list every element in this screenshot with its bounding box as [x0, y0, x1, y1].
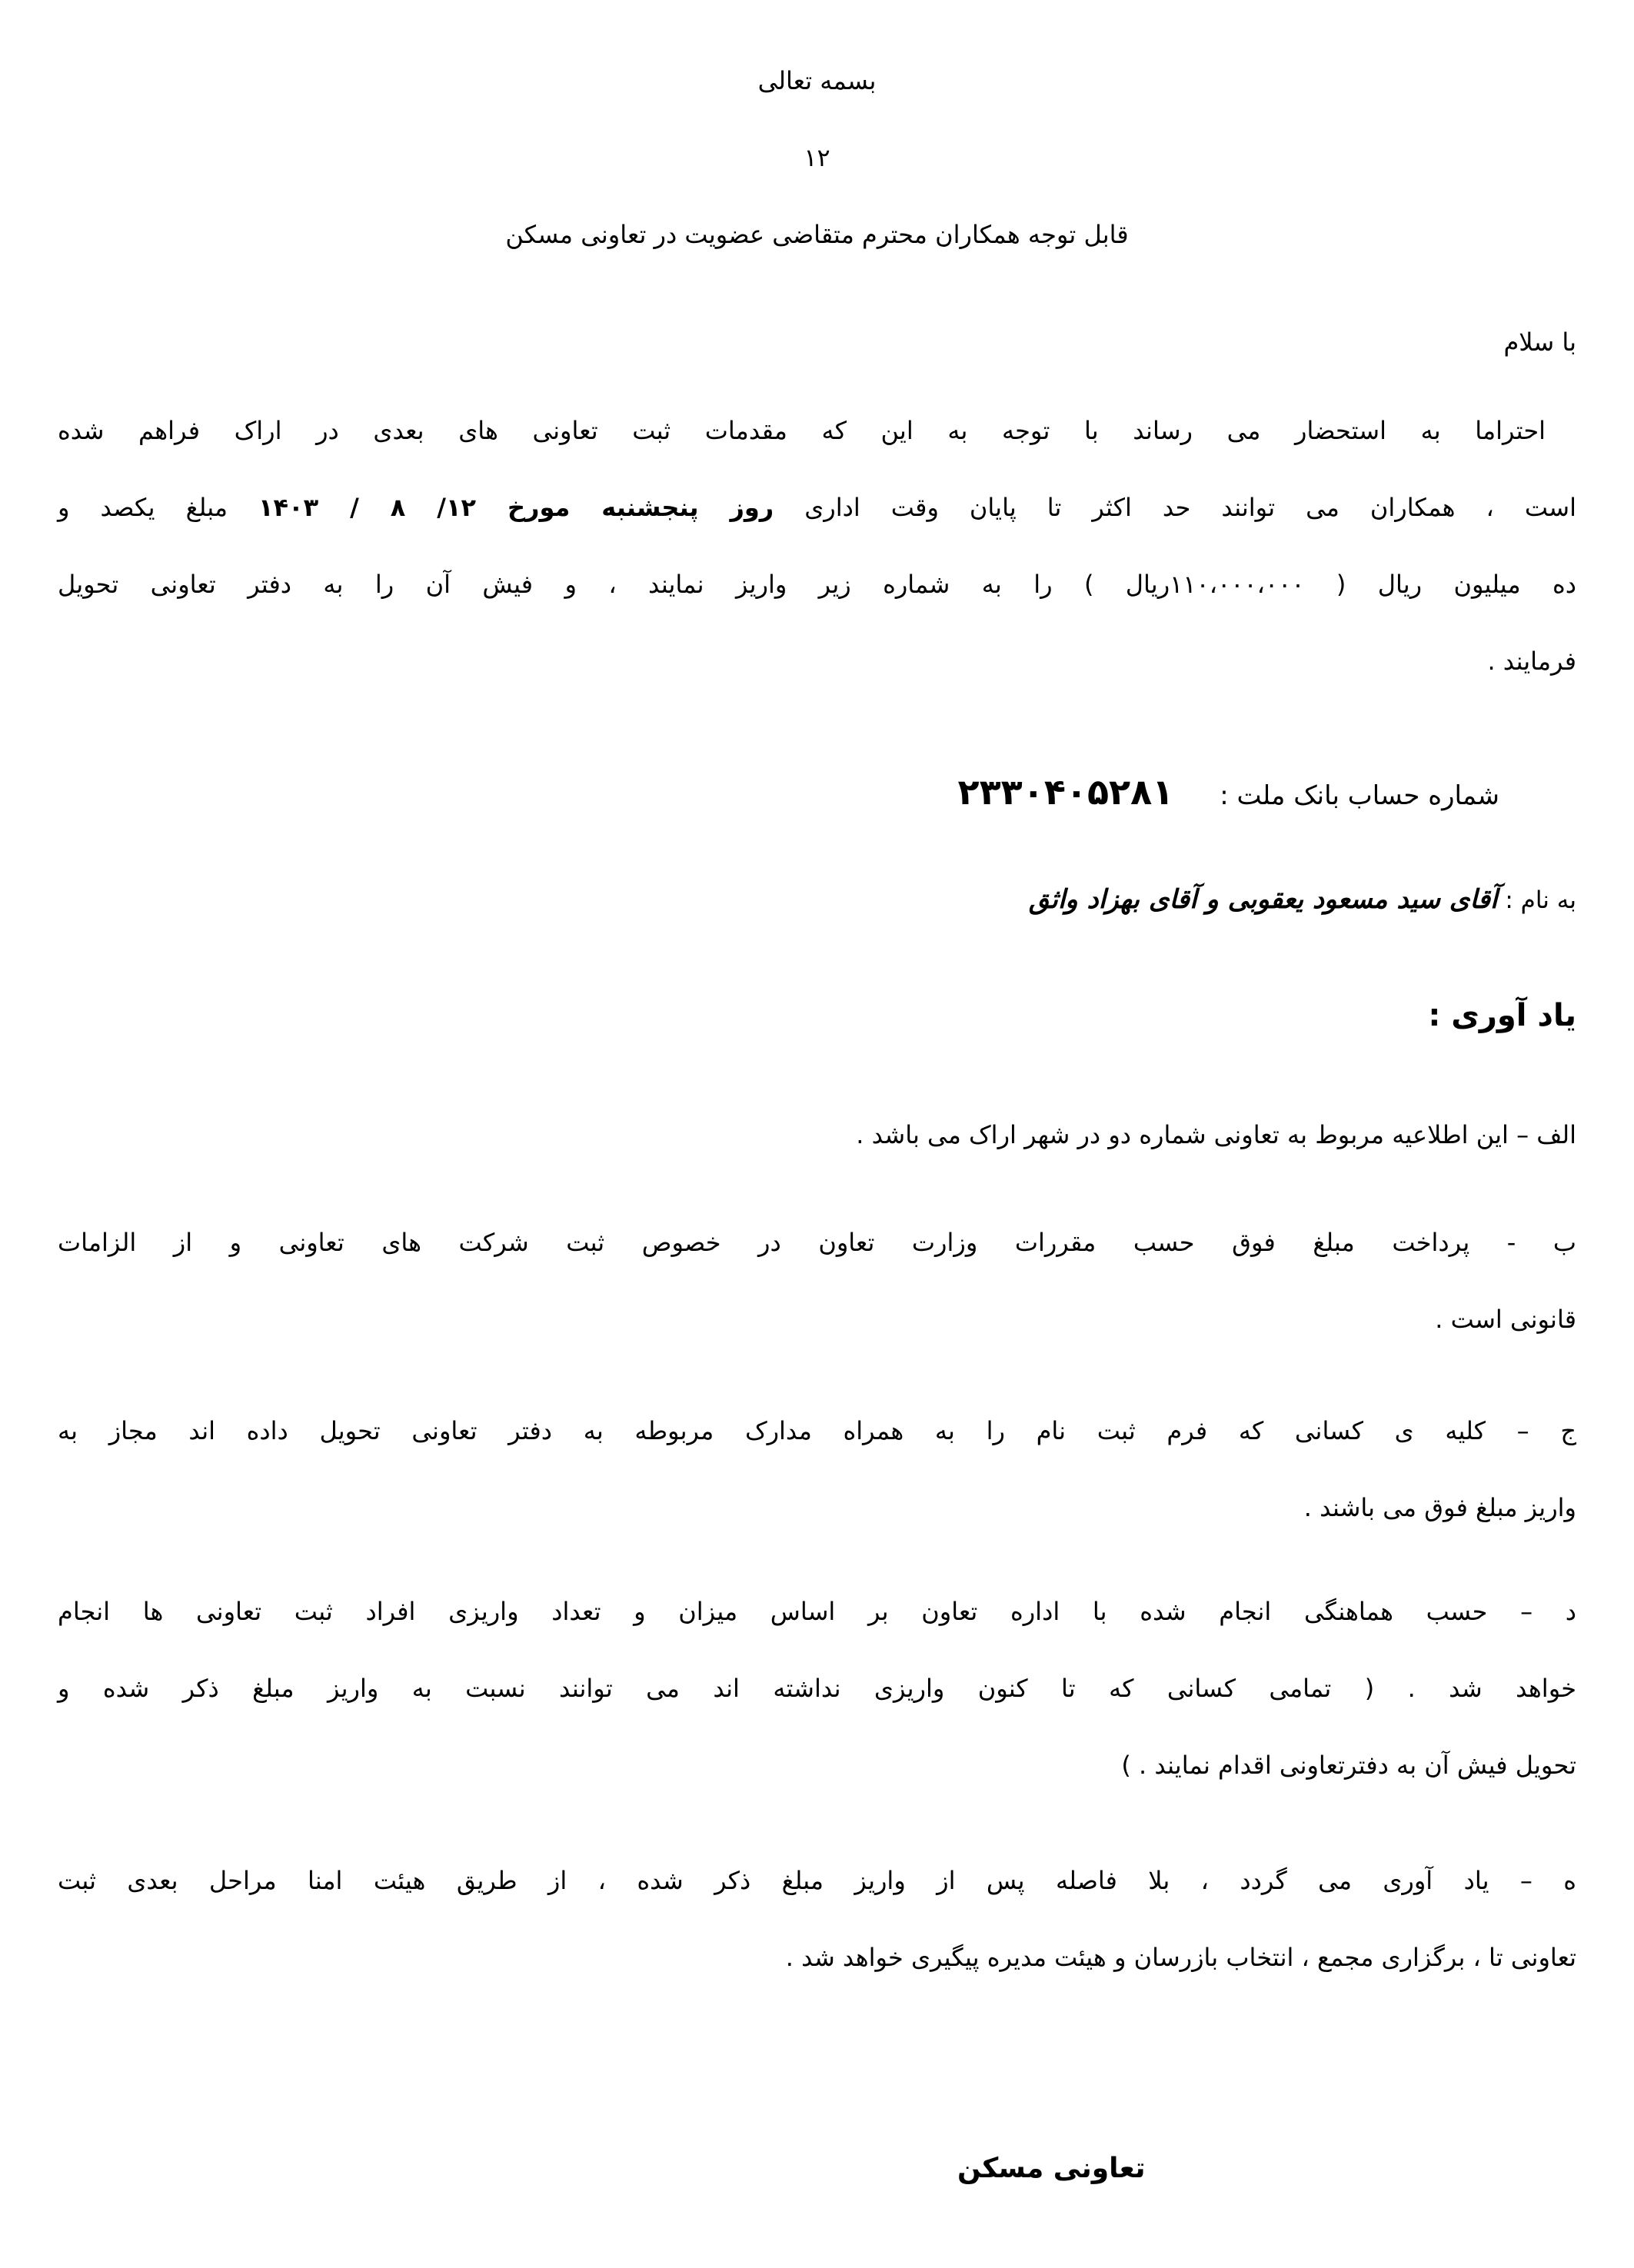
reminder-item-jim: [58, 1392, 1576, 1546]
signature-text: تعاونی مسکن: [957, 2153, 1146, 2184]
item-alef-line-1: الف – این اطلاعیه مربوط به تعاونی شماره دو در شهر اراک می باشد .: [856, 1120, 1576, 1149]
item-be-line-2: قانونی است .: [1435, 1305, 1576, 1334]
payee-names: آقای سید مسعود یعقوبی و آقای بهزاد واثق: [1029, 884, 1498, 915]
intro-line-2: [58, 469, 1576, 546]
reminder-item-he: [58, 1842, 1576, 1996]
item-dal-line-3: تحویل فیش آن به دفترتعاونی اقدام نمایند . ): [1121, 1751, 1576, 1780]
intro-line-4: فرمایند .: [1487, 647, 1576, 676]
greeting-line: با سلام: [1503, 328, 1576, 357]
signature-line: [58, 2130, 1576, 2207]
intro-line-2-regular: است ، همکاران می توانند حد اکثر تا پایان وقت اداری: [774, 493, 1577, 522]
item-he-line-2: تعاونی تا ، برگزاری مجمع ، انتخاب بازرسان و هیئت مدیره پیگیری خواهد شد .: [785, 1943, 1576, 1972]
reminder-heading: یاد آوری :: [1428, 998, 1576, 1033]
bank-account-label: شماره حساب بانک ملت :: [1220, 780, 1499, 811]
payee-label: به نام :: [1497, 886, 1576, 914]
item-dal-line-1: د – حسب هماهنگی انجام شده با اداره تعاون بر اساس میزان و تعداد واریزی افراد ثبت تعاونی ها انجام: [58, 1597, 1576, 1626]
reminder-item-be: [58, 1204, 1576, 1358]
item-be-line-1: ب - پرداخت مبلغ فوق حسب مقررات وزارت تعاون در خصوص ثبت شرکت های تعاونی و از الزامات: [58, 1228, 1576, 1257]
page-number: ۱۲: [804, 143, 830, 172]
intro-deadline-date: روز پنجشنبه مورخ ۱۲/ ۸ / ۱۴۰۳: [258, 493, 774, 522]
intro-line-1: احتراما به استحضار می رساند با توجه به این که مقدمات ثبت تعاونی های بعدی در اراک فراهم شده: [58, 416, 1546, 445]
intro-line-2-after: مبلغ یکصد و: [58, 493, 258, 522]
besmellah-header: بسمه تعالی: [757, 66, 877, 95]
page-title: قابل توجه همکاران محترم متقاضی عضویت در تعاونی مسکن: [505, 220, 1129, 249]
reminder-item-alef: [58, 1096, 1576, 1173]
item-dal-line-2: خواهد شد . ( تمامی کسانی که تا کنون واریزی نداشته اند می توانند نسبت به واریز مبلغ ذکر شده و: [58, 1674, 1576, 1703]
reminder-item-dal: [58, 1573, 1576, 1804]
item-jim-line-1: ج – کلیه ی کسانی که فرم ثبت نام را به همراه مدارک مربوطه به دفتر تعاونی تحویل داده اند مجاز به: [58, 1416, 1576, 1445]
intro-line-3: ده میلیون ریال ( ۱۱۰،۰۰۰،۰۰۰ریال ) را به شماره زیر واریز نمایند ، و فیش آن را به دفتر تعاونی تحویل: [58, 570, 1577, 599]
bank-account-line: [58, 753, 1576, 834]
item-he-line-1: ه – یاد آوری می گردد ، بلا فاصله پس از واریز مبلغ ذکر شده ، از طریق هیئت امنا مراحل بعدی ثبت: [58, 1866, 1576, 1895]
payee-line: [58, 861, 1576, 939]
intro-paragraph: [58, 392, 1576, 700]
item-jim-line-2: واریز مبلغ فوق می باشند .: [1303, 1493, 1576, 1522]
bank-account-number: ۲۳۳۰۴۰۵۲۸۱: [957, 771, 1174, 813]
